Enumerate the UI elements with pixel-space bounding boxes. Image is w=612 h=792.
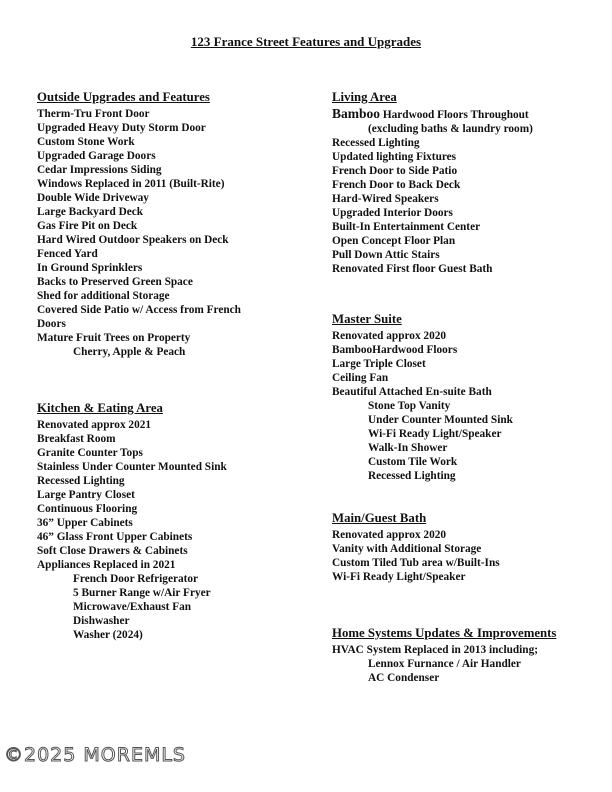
feature-item bbox=[332, 413, 513, 427]
feature-item bbox=[332, 178, 533, 192]
feature-item-text: Ceiling Fan bbox=[332, 372, 389, 384]
feature-item bbox=[332, 385, 513, 399]
feature-item-text: French Door to Back Deck bbox=[332, 179, 461, 191]
feature-item bbox=[37, 614, 227, 628]
mls-watermark: ©2025 MOREMLS bbox=[4, 744, 186, 766]
feature-item-text: AC Condenser bbox=[368, 672, 440, 684]
feature-item-text: Large Triple Closet bbox=[332, 358, 426, 370]
feature-item-text: Washer (2024) bbox=[73, 629, 143, 641]
section-outside bbox=[37, 90, 241, 359]
feature-item bbox=[37, 219, 241, 233]
feature-item bbox=[37, 418, 227, 432]
feature-item-text: French Door to Side Patio bbox=[332, 165, 458, 177]
feature-item bbox=[332, 399, 513, 413]
feature-item bbox=[37, 275, 241, 289]
feature-item-text: Mature Fruit Trees on Property bbox=[37, 332, 191, 344]
feature-item-text: Pull Down Attic Stairs bbox=[332, 249, 440, 261]
feature-item bbox=[37, 488, 227, 502]
feature-item-text: Custom Tile Work bbox=[368, 456, 458, 468]
feature-item-text: Lennox Furnance / Air Handler bbox=[368, 658, 521, 670]
feature-item-text: 36” Upper Cabinets bbox=[37, 517, 133, 529]
feature-item bbox=[37, 331, 241, 345]
feature-item-text: Beautiful Attached En-suite Bath bbox=[332, 386, 492, 398]
feature-item bbox=[332, 441, 513, 455]
section-heading: Main/Guest Bath bbox=[332, 511, 427, 525]
feature-item-text: Recessed Lighting bbox=[37, 475, 125, 487]
feature-item-text: Large Pantry Closet bbox=[37, 489, 135, 501]
section-living bbox=[332, 90, 533, 276]
section-heading: Outside Upgrades and Features bbox=[37, 90, 210, 104]
section-guest-bath bbox=[332, 511, 500, 584]
feature-item-text: Recessed Lighting bbox=[332, 137, 420, 149]
feature-item-text: Under Counter Mounted Sink bbox=[368, 414, 513, 426]
feature-item-text: Walk-In Shower bbox=[368, 442, 448, 454]
feature-item-text: Upgraded Interior Doors bbox=[332, 207, 453, 219]
feature-item-text: In Ground Sprinklers bbox=[37, 262, 143, 274]
feature-item bbox=[332, 570, 500, 584]
feature-item bbox=[37, 544, 227, 558]
feature-item-text: Renovated First floor Guest Bath bbox=[332, 263, 493, 275]
feature-item-text: Renovated approx 2021 bbox=[37, 419, 152, 431]
feature-item-text: Hardwood Floors Throughout bbox=[380, 109, 529, 121]
feature-item-text: Large Backyard Deck bbox=[37, 206, 144, 218]
feature-item-text: HVAC System Replaced in 2013 including; bbox=[332, 644, 538, 656]
feature-item bbox=[332, 122, 533, 136]
feature-item bbox=[37, 317, 241, 331]
feature-item bbox=[332, 164, 533, 178]
feature-item-text: Wi-Fi Ready Light/Speaker bbox=[368, 428, 502, 440]
feature-item-text: 5 Burner Range w/Air Fryer bbox=[73, 587, 211, 599]
feature-item bbox=[37, 502, 227, 516]
feature-item-text: Dishwasher bbox=[73, 615, 130, 627]
feature-item bbox=[332, 262, 533, 276]
section-heading: Living Area bbox=[332, 90, 397, 104]
feature-item bbox=[332, 657, 556, 671]
feature-item bbox=[37, 121, 241, 135]
feature-item-text: Microwave/Exhaust Fan bbox=[73, 601, 192, 613]
feature-item bbox=[37, 303, 241, 317]
feature-item bbox=[332, 542, 500, 556]
feature-item bbox=[332, 220, 533, 234]
feature-item bbox=[37, 289, 241, 303]
section-heading: Master Suite bbox=[332, 312, 402, 326]
feature-item bbox=[37, 474, 227, 488]
feature-item bbox=[332, 248, 533, 262]
feature-item-text: Continuous Flooring bbox=[37, 503, 138, 515]
section-kitchen bbox=[37, 401, 227, 642]
feature-item bbox=[332, 427, 513, 441]
feature-item bbox=[37, 530, 227, 544]
section-master-suite bbox=[332, 312, 513, 483]
feature-item bbox=[332, 136, 533, 150]
feature-item bbox=[37, 628, 227, 642]
feature-item-text: Backs to Preserved Green Space bbox=[37, 276, 193, 288]
feature-item bbox=[332, 357, 513, 371]
feature-item-text: Granite Counter Tops bbox=[37, 447, 143, 459]
feature-item-text: Custom Stone Work bbox=[37, 136, 135, 148]
feature-item-text: Renovated approx 2020 bbox=[332, 529, 447, 541]
feature-item bbox=[37, 261, 241, 275]
feature-item-text: Doors bbox=[37, 318, 66, 330]
feature-item bbox=[37, 177, 241, 191]
feature-item bbox=[37, 516, 227, 530]
feature-item-text: Double Wide Driveway bbox=[37, 192, 149, 204]
feature-item bbox=[332, 455, 513, 469]
feature-item-text: Therm-Tru Front Door bbox=[37, 108, 150, 120]
feature-item bbox=[37, 572, 227, 586]
feature-item bbox=[37, 432, 227, 446]
feature-item-text: French Door Refrigerator bbox=[73, 573, 199, 585]
feature-item-text: Stone Top Vanity bbox=[368, 400, 451, 412]
feature-item bbox=[37, 446, 227, 460]
feature-item-text: Cherry, Apple & Peach bbox=[73, 346, 186, 358]
feature-item bbox=[332, 556, 500, 570]
feature-item bbox=[332, 469, 513, 483]
feature-item bbox=[332, 206, 533, 220]
feature-item bbox=[332, 371, 513, 385]
feature-item bbox=[332, 329, 513, 343]
feature-item-text: Custom Tiled Tub area w/Built-Ins bbox=[332, 557, 500, 569]
feature-item-text: Updated lighting Fixtures bbox=[332, 151, 457, 163]
feature-item bbox=[37, 191, 241, 205]
feature-item bbox=[37, 163, 241, 177]
feature-item bbox=[37, 233, 241, 247]
page-title: 123 France Street Features and Upgrades bbox=[190, 34, 422, 49]
feature-item bbox=[332, 107, 533, 122]
feature-item-text: Fenced Yard bbox=[37, 248, 98, 260]
feature-item-text: Cedar Impressions Siding bbox=[37, 164, 162, 176]
feature-item-text: Upgraded Heavy Duty Storm Door bbox=[37, 122, 206, 134]
feature-item-text: Hard Wired Outdoor Speakers on Deck bbox=[37, 234, 229, 246]
feature-item bbox=[37, 135, 241, 149]
feature-item-text: Shed for additional Storage bbox=[37, 290, 170, 302]
feature-item bbox=[332, 343, 513, 357]
feature-item bbox=[332, 528, 500, 542]
feature-item-text: Open Concept Floor Plan bbox=[332, 235, 456, 247]
feature-item-text: Soft Close Drawers & Cabinets bbox=[37, 545, 188, 557]
feature-item-text: Hard-Wired Speakers bbox=[332, 193, 439, 205]
section-home-systems bbox=[332, 626, 556, 685]
feature-item-text: Covered Side Patio w/ Access from French bbox=[37, 304, 241, 316]
feature-item-text: Appliances Replaced in 2021 bbox=[37, 559, 176, 571]
section-heading: Home Systems Updates & Improvements bbox=[332, 626, 557, 640]
feature-item bbox=[37, 558, 227, 572]
feature-item-text: Recessed Lighting bbox=[368, 470, 456, 482]
feature-item-text: BambooHardwood Floors bbox=[332, 344, 458, 356]
feature-item-text: Upgraded Garage Doors bbox=[37, 150, 156, 162]
feature-item-text: Built-In Entertainment Center bbox=[332, 221, 481, 233]
feature-item bbox=[37, 149, 241, 163]
feature-item-text: Windows Replaced in 2011 (Built-Rite) bbox=[37, 178, 225, 190]
feature-item-text: 46” Glass Front Upper Cabinets bbox=[37, 531, 193, 543]
feature-item bbox=[332, 150, 533, 164]
feature-item bbox=[332, 643, 556, 657]
feature-item bbox=[37, 247, 241, 261]
feature-item-text: Vanity with Additional Storage bbox=[332, 543, 482, 555]
feature-item bbox=[37, 205, 241, 219]
feature-item bbox=[37, 107, 241, 121]
feature-item bbox=[332, 671, 556, 685]
feature-item bbox=[37, 600, 227, 614]
feature-item-lead: Bamboo bbox=[332, 106, 381, 121]
feature-item-text: (excluding baths & laundry room) bbox=[368, 123, 533, 135]
feature-item-text: Stainless Under Counter Mounted Sink bbox=[37, 461, 227, 473]
feature-item-text: Wi-Fi Ready Light/Speaker bbox=[332, 571, 466, 583]
feature-item bbox=[332, 192, 533, 206]
feature-item bbox=[37, 345, 241, 359]
feature-item bbox=[37, 586, 227, 600]
feature-item-text: Gas Fire Pit on Deck bbox=[37, 220, 138, 232]
feature-item-text: Renovated approx 2020 bbox=[332, 330, 447, 342]
feature-item-text: Breakfast Room bbox=[37, 433, 116, 445]
section-heading: Kitchen & Eating Area bbox=[37, 401, 163, 415]
feature-item bbox=[37, 460, 227, 474]
feature-item bbox=[332, 234, 533, 248]
